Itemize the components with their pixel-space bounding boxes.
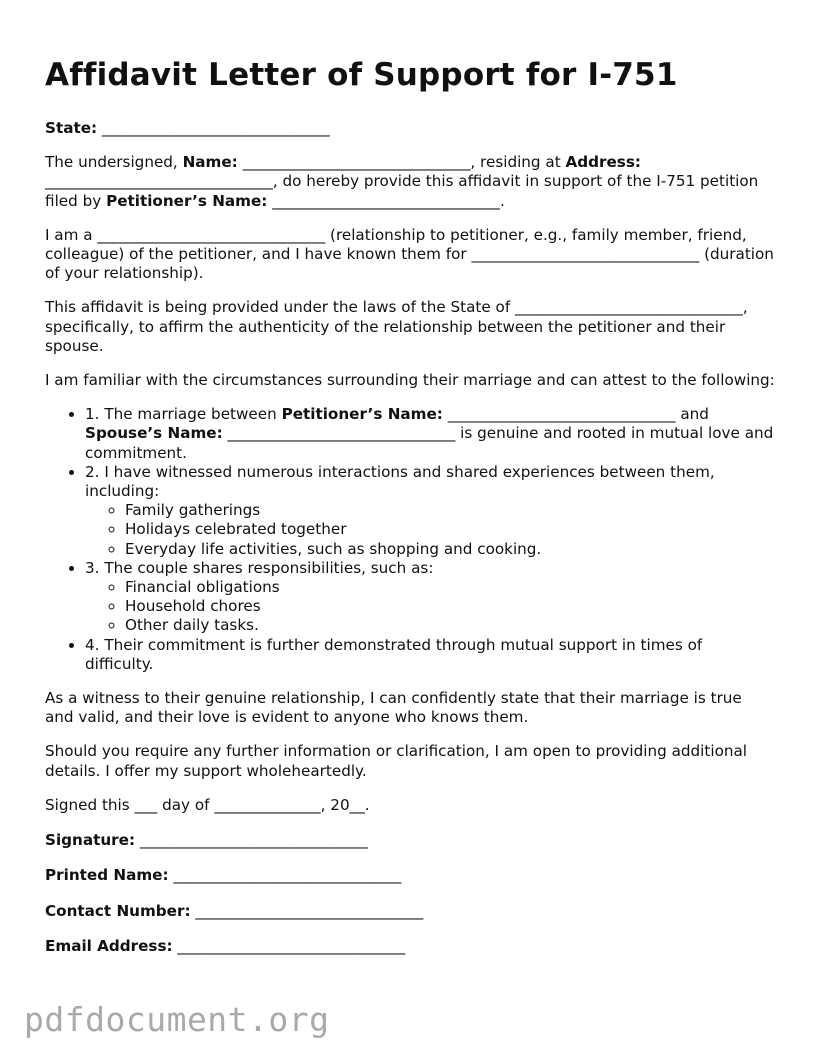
signed-date-line: Signed this ___ day of ______________, 20__. [45, 795, 370, 814]
sub-list-item: ◦ Holidays celebrated together [125, 520, 775, 539]
name-blank: ______________________________ [242, 153, 471, 172]
list-item [85, 559, 775, 636]
name-label: Name: [182, 153, 238, 172]
further-info-paragraph: Should you require any further information or clarification, I am open to providing additional details. I offer my support wholeheartedly. [45, 742, 748, 780]
item3-text: 3. The couple shares responsibilities, such as: [85, 558, 434, 577]
state-label: State: [45, 119, 98, 137]
intro-text-2: , residing at [470, 153, 566, 172]
intro-paragraph [45, 153, 775, 211]
relationship-blank: ______________________________ [97, 225, 326, 244]
contact-number-label: Contact Number: [45, 901, 191, 920]
laws-text-1: This affidavit is being provided under the laws of the State of [45, 298, 516, 317]
sub-list [85, 578, 775, 636]
relationship-text-3: (duration of your relationship). [45, 245, 774, 283]
sub-list-item: ◦ Everyday life activities, such as shopping and cooking. [125, 540, 775, 559]
intro-text-3: , do hereby provide this affidavit in support of the I-751 petition filed by [45, 172, 759, 210]
item1-spouse-label: Spouse’s Name: [85, 424, 223, 443]
printed-name-label: Printed Name: [45, 866, 169, 885]
familiar-paragraph: I am familiar with the circumstances surrounding their marriage and can attest to the following: [45, 371, 775, 390]
watermark: pdfdocument.org [24, 1000, 330, 1039]
sub-list-item: ◦ Financial obligations [125, 578, 775, 597]
duration-blank: ______________________________ [471, 245, 700, 264]
item1-petitioner-blank: ______________________________ [447, 405, 676, 424]
state-line [45, 119, 775, 138]
attestation-list [45, 405, 775, 674]
contact-number-line [45, 902, 775, 921]
item1-text-3: is genuine and rooted in mutual love and commitment. [85, 424, 774, 462]
laws-state-blank: ______________________________ [515, 298, 743, 317]
intro-text-4: . [500, 191, 505, 210]
list-item [85, 405, 775, 463]
signature-blank: ______________________________ [139, 831, 368, 850]
signature-label: Signature: [45, 831, 136, 850]
address-label: Address: [565, 153, 641, 172]
document-title: Affidavit Letter of Support for I-751 [45, 57, 678, 93]
address-blank: ______________________________ [45, 172, 273, 191]
item1-petitioner-label: Petitioner’s Name: [281, 405, 443, 424]
relationship-text-2: (relationship to petitioner, e.g., family member, friend, colleague) of the petitioner, and I have known them for [45, 225, 747, 264]
laws-paragraph [45, 298, 775, 356]
contact-number-blank: ______________________________ [195, 901, 424, 920]
sub-list-item: ◦ Family gatherings [125, 501, 775, 520]
intro-text-1: The undersigned, [45, 153, 183, 172]
relationship-text-1: I am a [45, 225, 98, 244]
petitioner-blank: ______________________________ [272, 191, 500, 210]
email-address-label: Email Address: [45, 936, 173, 955]
state-blank: ______________________________ [101, 119, 330, 137]
signature-line [45, 831, 775, 850]
sub-list-item: ◦ Household chores [125, 597, 775, 616]
item1-text-1: 1. The marriage between [85, 405, 282, 424]
printed-name-line [45, 866, 775, 885]
petitioner-label: Petitioner’s Name: [106, 191, 268, 210]
relationship-paragraph [45, 226, 775, 284]
item1-text-2: and [675, 405, 709, 424]
list-item [85, 463, 775, 559]
list-item [85, 636, 775, 674]
item2-text: 2. I have witnessed numerous interactions and shared experiences between them, including: [85, 462, 715, 501]
email-address-blank: ______________________________ [177, 936, 406, 955]
document-page [45, 55, 775, 956]
witness-paragraph: As a witness to their genuine relationship, I can confidently state that their marriage is true and valid, and their love is evident to anyone who knows them. [45, 689, 742, 727]
item1-spouse-blank: ______________________________ [227, 424, 456, 443]
sub-list [85, 501, 775, 559]
printed-name-blank: ______________________________ [173, 866, 402, 885]
email-address-line [45, 937, 775, 956]
item4-text: 4. Their commitment is further demonstrated through mutual support in times of difficulty. [85, 635, 703, 673]
laws-text-2: , specifically, to affirm the authenticity of the relationship between the petitioner and their spouse. [45, 298, 748, 355]
sub-list-item: ◦ Other daily tasks. [125, 616, 775, 635]
